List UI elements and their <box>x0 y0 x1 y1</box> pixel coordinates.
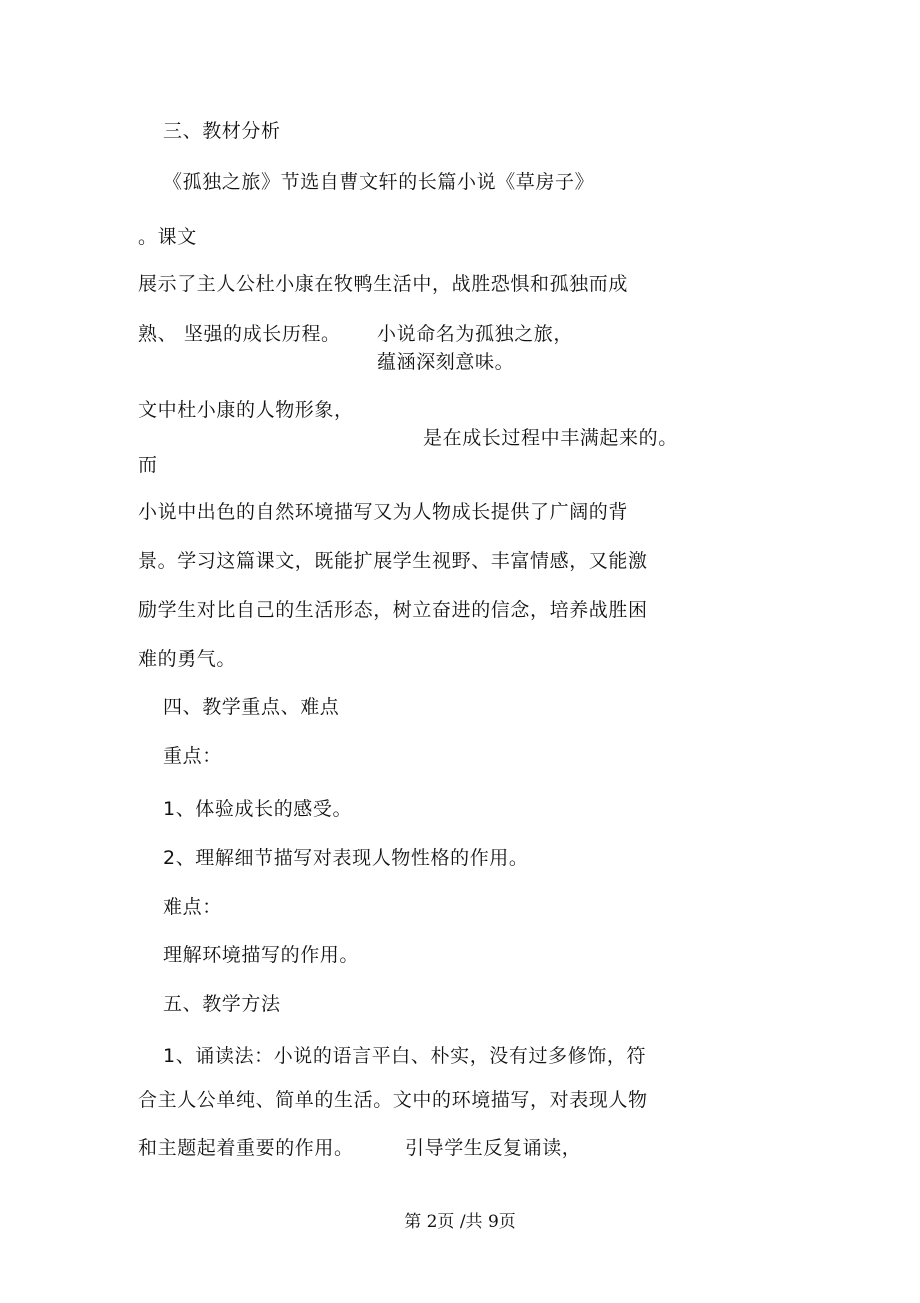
difficult-points-label: 难点： <box>163 896 222 918</box>
section-heading-3: 三、教材分析 <box>163 120 281 142</box>
section-heading-4: 四、教学重点、难点 <box>163 696 340 718</box>
paragraph-line: 熟、 坚强的成长历程。 <box>138 323 341 345</box>
section-heading-5: 五、教学方法 <box>163 993 281 1015</box>
paragraph-line: 。课文 <box>138 226 197 248</box>
paragraph-line: 和主题起着重要的作用。 <box>138 1137 354 1159</box>
paragraph-line: 《孤独之旅》节选自曹文轩的长篇小说《草房子》 <box>163 171 595 193</box>
paragraph-line: 而 <box>138 454 158 476</box>
page-indicator: 第 2页 /共 9页 <box>404 1212 516 1232</box>
paragraph-line: 是在成长过程中丰满起来的。 <box>423 427 678 449</box>
key-points-label: 重点： <box>163 745 222 767</box>
paragraph-line: 文中杜小康的人物形象， <box>138 399 354 421</box>
difficult-point-item: 理解环境描写的作用。 <box>163 944 360 966</box>
paragraph-line: 小说中出色的自然环境描写又为人物成长提供了广阔的背 <box>138 501 629 523</box>
paragraph-line: 励学生对比自己的生活形态，树立奋进的信念，培养战胜困 <box>138 599 648 621</box>
paragraph-line: 引导学生反复诵读， <box>405 1137 582 1159</box>
key-point-item: 2、理解细节描写对表现人物性格的作用。 <box>163 847 529 869</box>
paragraph-line: 1、诵读法：小说的语言平白、朴实，没有过多修饰，符 <box>163 1045 647 1067</box>
paragraph-line: 蕴涵深刻意味。 <box>377 351 515 373</box>
paragraph-line: 合主人公单纯、简单的生活。文中的环境描写，对表现人物 <box>138 1089 648 1111</box>
paragraph-line: 小说命名为孤独之旅， <box>377 323 574 345</box>
paragraph-line: 景。学习这篇课文，既能扩展学生视野、丰富情感，又能激 <box>138 550 648 572</box>
paragraph-line: 难的勇气。 <box>138 648 237 670</box>
paragraph-line: 展示了主人公杜小康在牧鸭生活中，战胜恐惧和孤独而成 <box>138 273 629 295</box>
key-point-item: 1、体验成长的感受。 <box>163 798 353 820</box>
